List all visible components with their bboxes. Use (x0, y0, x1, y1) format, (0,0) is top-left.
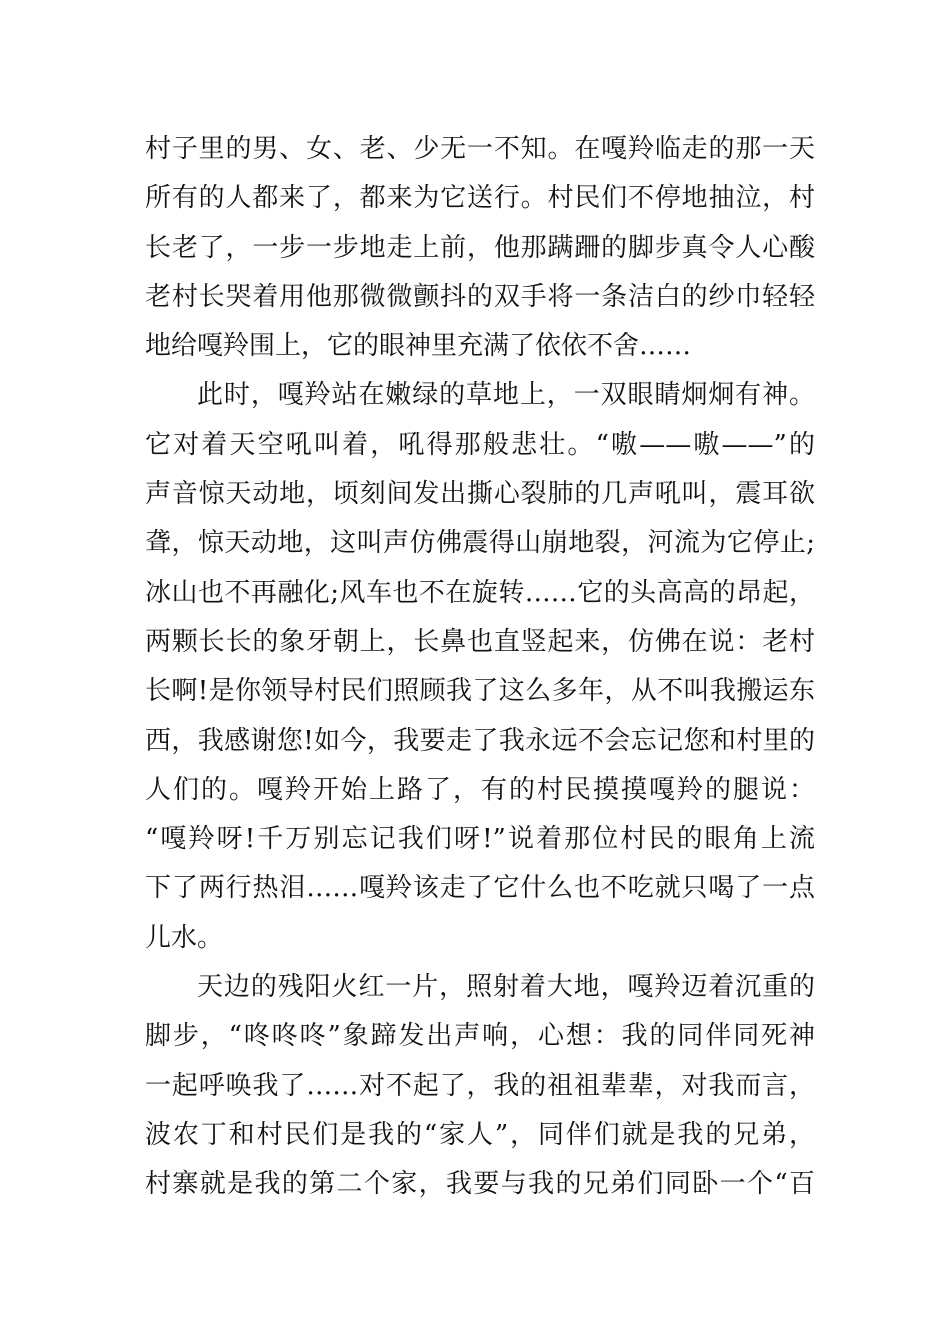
text-line: 两颗长长的象牙朝上，长鼻也直竖起来，仿佛在说：老村 (145, 626, 815, 657)
text-line: 脚步，“咚咚咚”象蹄发出声响，心想：我的同伴同死神 (145, 1021, 815, 1052)
text-line: 地给嘎羚围上，它的眼神里充满了依依不舍…… (145, 331, 692, 362)
text-line: 长老了，一步一步地走上前，他那蹒跚的脚步真令人心酸 (145, 232, 815, 263)
text-line: 儿水。 (145, 922, 224, 953)
text-line: 老村长哭着用他那微微颤抖的双手将一条洁白的纱巾轻轻 (145, 281, 815, 312)
text-line: 此时，嘎羚站在嫩绿的草地上，一双眼睛炯炯有神。 (197, 380, 815, 411)
text-line: 它对着天空吼叫着，吼得那般悲壮。“嗷——嗷——”的 (145, 429, 815, 460)
text-line: “嘎羚呀!千万别忘记我们呀!”说着那位村民的眼角上流 (145, 824, 815, 855)
text-line: 冰山也不再融化;风车也不在旋转……它的头高高的昂起， (145, 577, 815, 608)
paragraph (145, 125, 815, 371)
text-line: 天边的残阳火红一片，照射着大地，嘎羚迈着沉重的 (197, 972, 815, 1003)
text-line: 下了两行热泪……嘎羚该走了它什么也不吃就只喝了一点 (145, 873, 815, 904)
text-line: 波农丁和村民们是我的“家人”，同伴们就是我的兄弟， (145, 1119, 815, 1150)
text-line: 所有的人都来了，都来为它送行。村民们不停地抽泣，村 (145, 183, 815, 214)
text-line: 长啊!是你领导村民们照顾我了这么多年，从不叫我搬运东 (145, 676, 815, 707)
text-line: 声音惊天动地，顷刻间发出撕心裂肺的几声吼叫，震耳欲 (145, 479, 815, 510)
body-text (145, 125, 815, 1210)
paragraph (145, 371, 815, 963)
text-line: 西，我感谢您!如今，我要走了我永远不会忘记您和村里的 (145, 725, 815, 756)
text-line: 人们的。嘎羚开始上路了，有的村民摸摸嘎羚的腿说： (145, 774, 815, 805)
text-line: 聋，惊天动地，这叫声仿佛震得山崩地裂，河流为它停止; (145, 528, 815, 559)
paragraph (145, 963, 815, 1209)
text-line: 村子里的男、女、老、少无一不知。在嘎羚临走的那一天 (145, 134, 815, 164)
text-line: 村寨就是我的第二个家，我要与我的兄弟们同卧一个“百 (145, 1169, 815, 1200)
text-line: 一起呼唤我了……对不起了，我的祖祖辈辈，对我而言， (145, 1070, 815, 1101)
